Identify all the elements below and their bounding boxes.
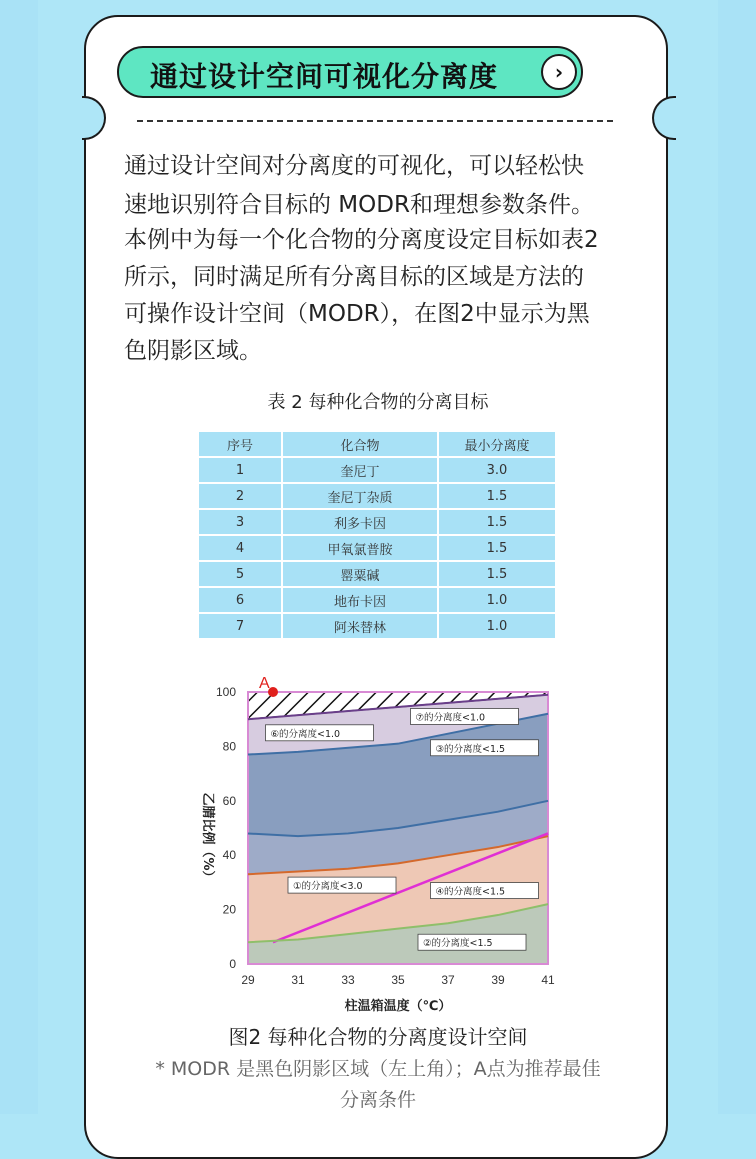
table-title: 表 2 每种化合物的分离目标 (267, 392, 489, 413)
x-tick-label: 41 (541, 973, 555, 987)
x-tick-label: 31 (291, 973, 305, 987)
table-header-row (198, 431, 556, 457)
column-header: 序号 (198, 431, 282, 457)
table-row (198, 535, 556, 561)
y-axis-label: 乙腈比例（%） (200, 792, 215, 884)
table-cell: 地布卡因 (282, 587, 438, 613)
figure-note-line: * MODR 是黑色阴影区域（左上角）；A点为推荐最佳 (155, 1058, 601, 1080)
x-tick-label: 33 (341, 973, 355, 987)
design-space-chart-svg (0, 660, 756, 1020)
section-title: 通过设计空间可视化分离度 (150, 60, 499, 93)
table-cell: 3 (198, 509, 282, 535)
table-cell: 2 (198, 483, 282, 509)
table-cell: 1.0 (438, 587, 556, 613)
table-cell: 5 (198, 561, 282, 587)
table-cell: 7 (198, 613, 282, 639)
paragraph-line: 可操作设计空间（MODR），在图2中显示为黑 (124, 301, 590, 327)
table-cell: 阿米替林 (282, 613, 438, 639)
table-row (198, 587, 556, 613)
paragraph-line: 本例中为每一个化合物的分离度设定目标如表2 (124, 227, 599, 253)
dashed-divider (137, 120, 613, 122)
boundary-label: ④的分离度<1.5 (435, 886, 506, 898)
table-cell: 奎尼丁杂质 (282, 483, 438, 509)
table-cell: 罂粟碱 (282, 561, 438, 587)
x-tick-label: 35 (391, 973, 405, 987)
y-tick-label: 80 (222, 739, 236, 754)
y-tick-label: 60 (222, 793, 236, 808)
table-cell: 4 (198, 535, 282, 561)
column-header: 化合物 (282, 431, 438, 457)
boundary-label: ⑥的分离度<1.0 (270, 728, 341, 740)
boundary-label: ⑦的分离度<1.0 (415, 712, 486, 724)
point-a-label: A (259, 675, 270, 692)
x-tick-label: 37 (441, 973, 455, 987)
table-row (198, 457, 556, 483)
figure-note-line: 分离条件 (339, 1089, 416, 1111)
chevron-right-icon[interactable]: › (541, 54, 577, 90)
table-row (198, 613, 556, 639)
table-cell: 1.5 (438, 509, 556, 535)
design-space-chart (0, 660, 756, 1020)
table-row (198, 483, 556, 509)
table-cell: 1.5 (438, 483, 556, 509)
y-tick-label: 0 (229, 957, 236, 971)
table-cell: 奎尼丁 (282, 457, 438, 483)
boundary-label: ③的分离度<1.5 (435, 743, 506, 755)
x-tick-label: 29 (241, 973, 255, 987)
table-cell: 1.5 (438, 535, 556, 561)
boundary-label: ①的分离度<3.0 (293, 881, 363, 893)
y-tick-label: 100 (215, 685, 236, 699)
paragraph-line: 通过设计空间对分离度的可视化，可以轻松快 (124, 153, 584, 179)
figure-caption: 图2 每种化合物的分离度设计空间 (228, 1025, 528, 1049)
table-cell: 6 (198, 587, 282, 613)
table-row (198, 509, 556, 535)
x-axis-label: 柱温箱温度（℃） (344, 999, 452, 1014)
table-row (198, 561, 556, 587)
table-cell: 1.0 (438, 613, 556, 639)
boundary-label: ②的分离度<1.5 (423, 938, 493, 950)
column-header: 最小分离度 (438, 431, 556, 457)
y-tick-label: 20 (222, 902, 236, 917)
paragraph-line: 色阴影区域。 (124, 338, 262, 364)
table-cell: 利多卡因 (282, 509, 438, 535)
y-tick-label: 40 (222, 848, 236, 863)
paragraph-line: 所示，同时满足所有分离目标的区域是方法的 (124, 264, 584, 290)
paragraph-line: 速地识别符合目标的 MODR和理想参数条件。 (124, 192, 594, 218)
table-cell: 甲氧氯普胺 (282, 535, 438, 561)
table-cell: 3.0 (438, 457, 556, 483)
x-tick-label: 39 (491, 973, 505, 987)
table-cell: 1.5 (438, 561, 556, 587)
separation-goal-table (197, 430, 557, 640)
table-cell: 1 (198, 457, 282, 483)
